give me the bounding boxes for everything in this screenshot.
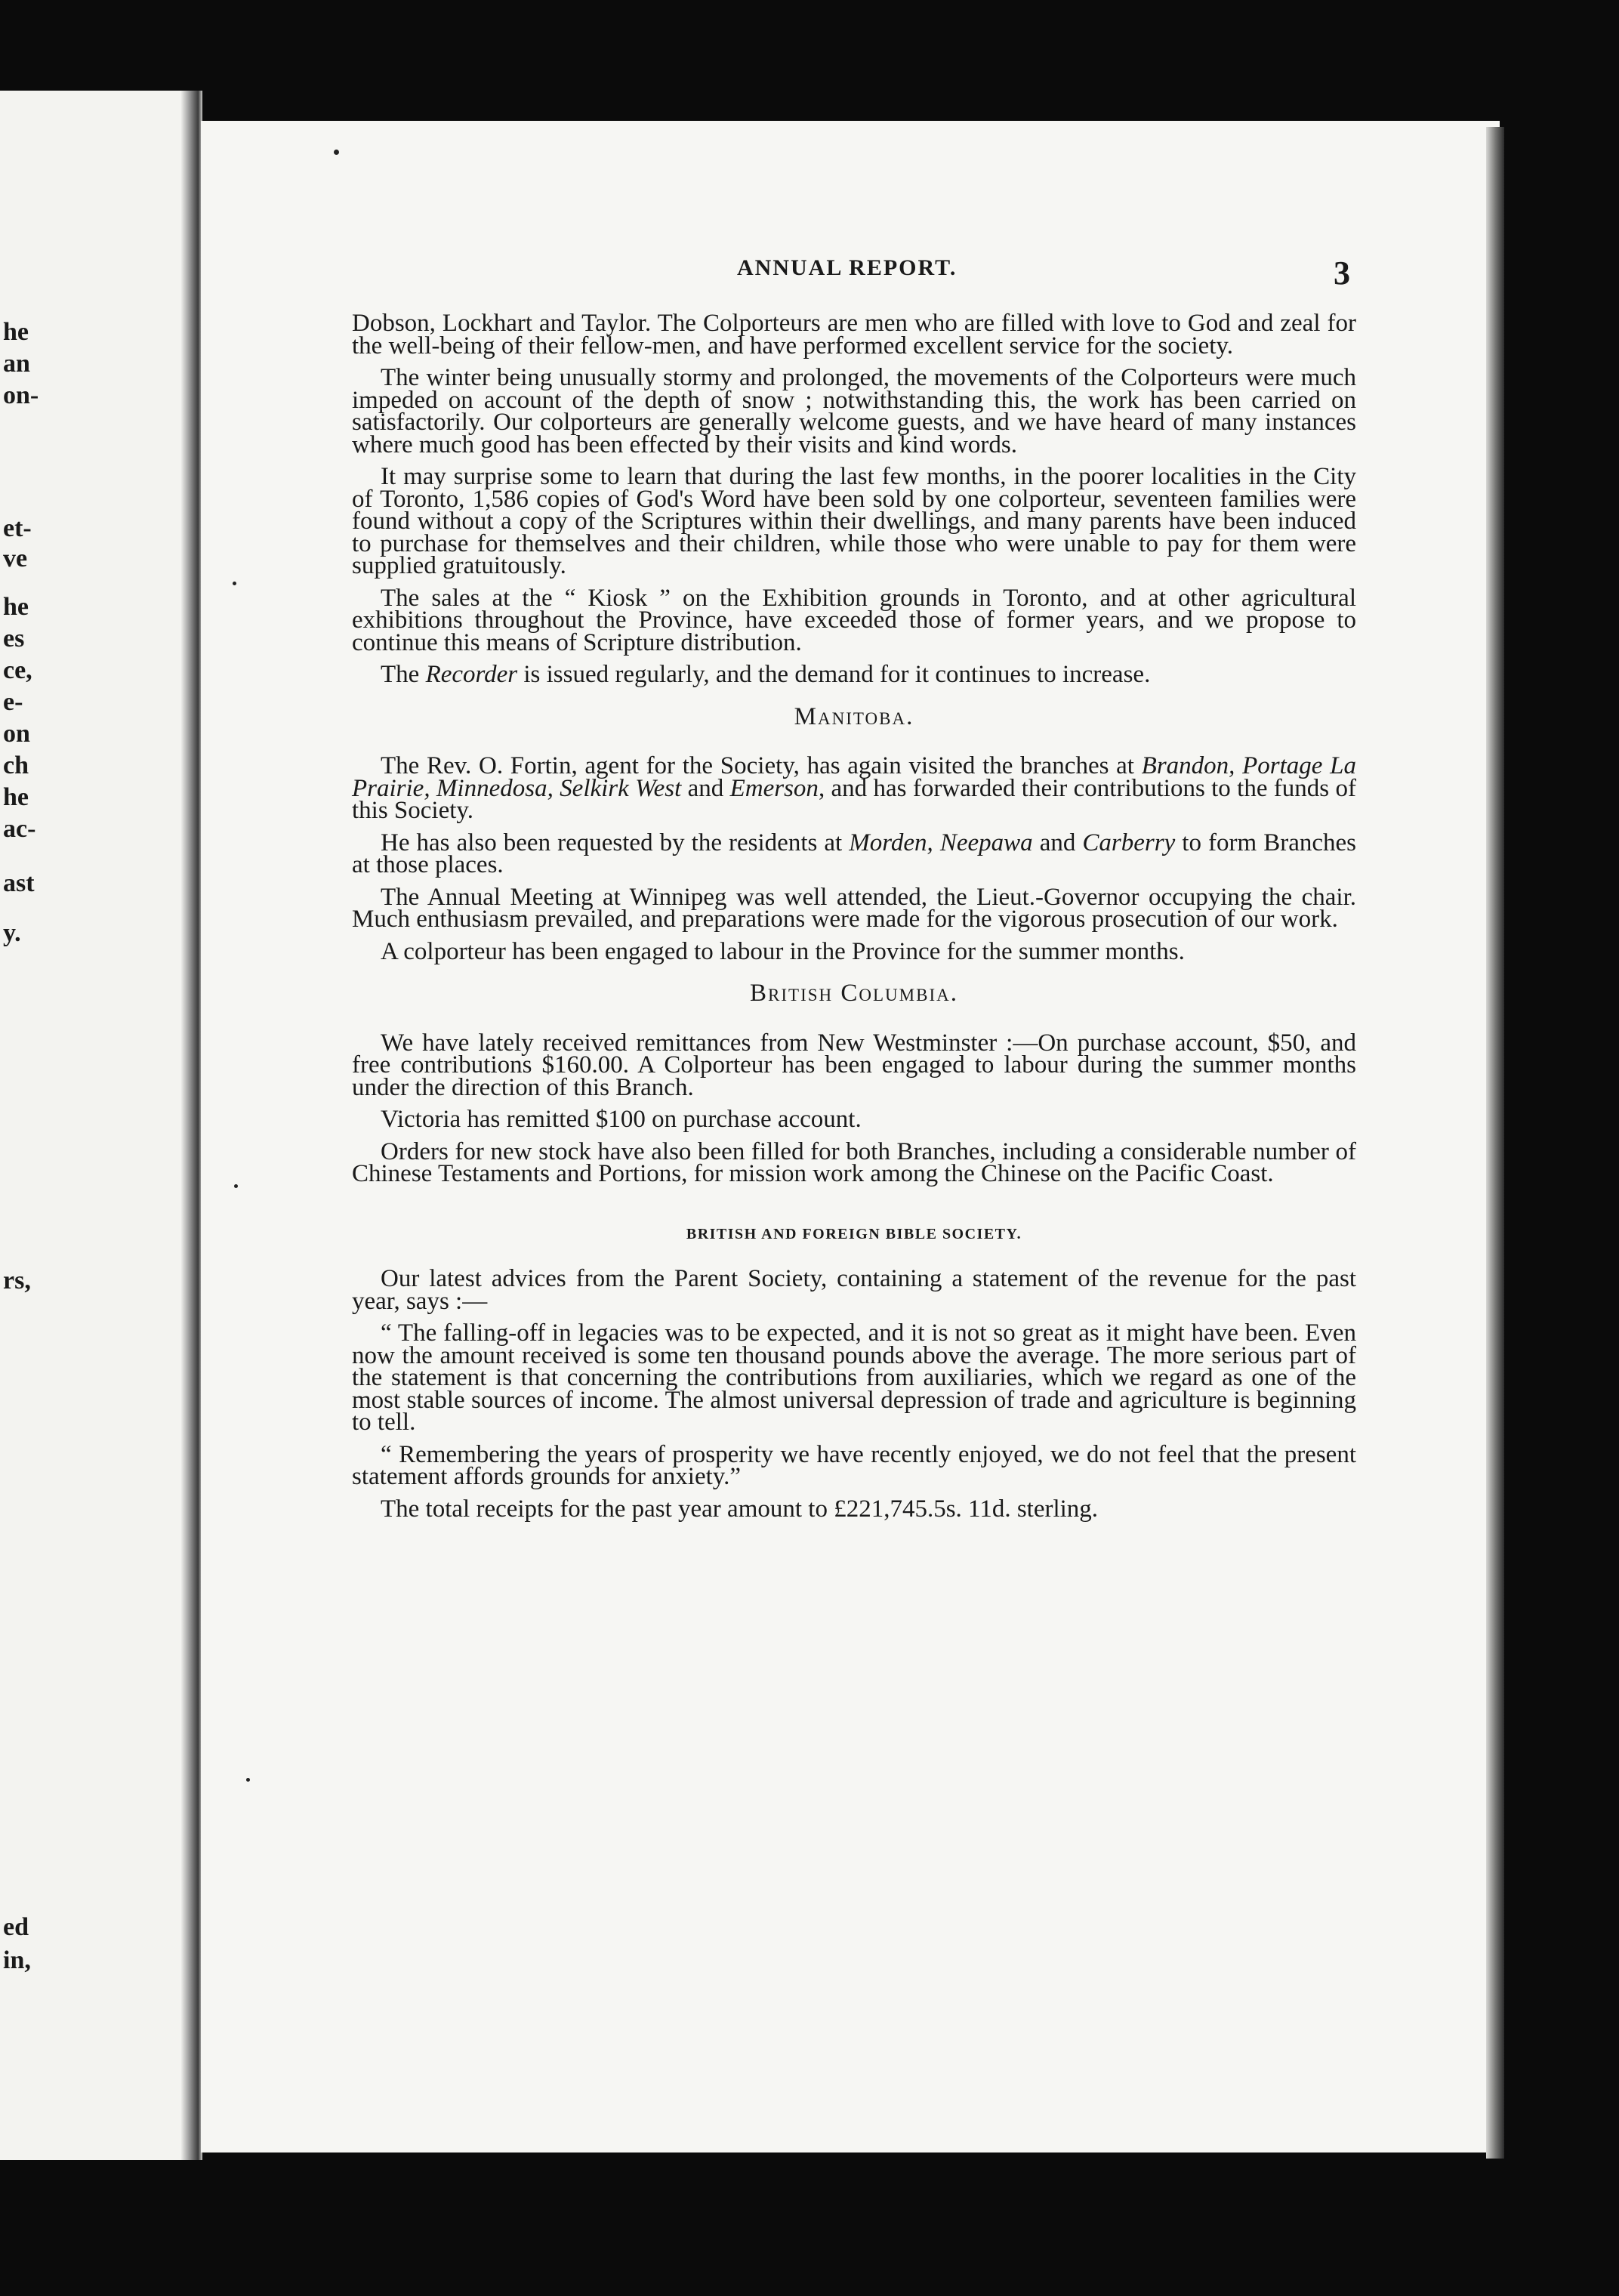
text-run: The xyxy=(381,661,426,688)
paragraph: “ Remembering the years of prosperity we have recently enjoyed, we do not feel that the present statement affords grounds for anxiety.” xyxy=(352,1440,1356,1490)
text-run: is issued regularly, and the demand for it continues to increase. xyxy=(517,661,1151,688)
paragraph xyxy=(352,752,1357,824)
paragraph: The sales at the “ Kiosk ” on the Exhibition grounds in Toronto, and at other agricultural exhibitions throughout the Province, have exceeded those of former years, and we propose to continue this means of Scripture distribution. xyxy=(352,584,1356,656)
section-heading-bfbs: BRITISH AND FOREIGN BIBLE SOCIETY. xyxy=(686,1225,1022,1242)
paragraph: The winter being unusually stormy and prolonged, the movements of the Colporteurs were much impeded on account of the depth of snow ; notwithstanding this, the work has been carried on satisfactorily. Our colporteurs are generally welcome guests, and we have heard of many instances where much good has been effected by their visits and kind words. xyxy=(352,364,1356,458)
left-fragment: es xyxy=(3,625,25,653)
paragraph: Dobson, Lockhart and Taylor. The Colporteurs are men who are filled with love to God and zeal for the well-being of their fellow-men, and have performed excellent service for the society. xyxy=(352,310,1356,360)
paragraph: Orders for new stock have also been filled for both Branches, including a considerable number of Chinese Testaments and Portions, for mission work among the Chinese on the Pacific Coast. xyxy=(352,1137,1356,1187)
left-fragment: y. xyxy=(3,919,21,947)
left-fragment: he xyxy=(3,783,29,811)
paragraph: We have lately received remittances from New Westminster :—On purchase account, $50, and free contributions $160.00. A Colporteur has been engaged to labour during the summer months under the direction of this Branch. xyxy=(352,1029,1356,1101)
page-number: 3 xyxy=(1334,255,1350,292)
paragraph: A colporteur has been engaged to labour in the Province for the summer months. xyxy=(381,937,1185,965)
left-fragment: ch xyxy=(3,751,29,779)
place-names: Brandon, Portage La Prairie, Minnedosa, Selkirk West xyxy=(352,752,1357,802)
text-run: He has also been requested by the residents at xyxy=(381,829,850,856)
print-speck xyxy=(233,582,236,585)
left-fragment: he xyxy=(3,593,29,621)
text-run: and xyxy=(1032,829,1083,856)
page-edge-shadow xyxy=(1486,127,1504,2159)
section-heading-manitoba: Manitoba. xyxy=(794,702,914,730)
print-speck xyxy=(246,1778,250,1782)
left-fragment: rs, xyxy=(3,1267,31,1295)
place-name: Emerson xyxy=(729,774,819,802)
left-fragment: an xyxy=(3,350,30,378)
left-fragment: ce, xyxy=(3,656,32,684)
place-names: Morden, Neepawa xyxy=(849,829,1033,856)
section-heading-british-columbia: British Columbia. xyxy=(750,980,958,1007)
left-fragment: ve xyxy=(3,545,28,572)
left-fragment: e- xyxy=(3,688,23,716)
left-fragment: ed xyxy=(3,1913,29,1941)
page-body xyxy=(352,310,1357,1530)
paragraph: The total receipts for the past year amount to £221,745.5s. 11d. sterling. xyxy=(381,1495,1099,1523)
book-gutter xyxy=(181,91,202,2160)
left-fragment: on xyxy=(3,720,30,748)
paragraph xyxy=(352,661,1356,688)
paragraph: “ The falling-off in legacies was to be expected, and it is not so great as it might have been. Even now the amount received is some ten thousand pounds above the average. The more serious part of the statement is that concerning the contributions from auxiliaries, which we regard as one of the most stable sources of income. The almost universal depression of trade and agriculture is beginning to tell. xyxy=(352,1319,1356,1436)
left-fragment: ast xyxy=(3,869,35,897)
print-speck xyxy=(334,150,339,155)
running-header: ANNUAL REPORT. xyxy=(737,255,958,280)
left-page-edge xyxy=(0,91,198,2160)
paragraph: Our latest advices from the Parent Society, containing a statement of the revenue for the past year, says :— xyxy=(352,1265,1356,1315)
text-run: The Rev. O. Fortin, agent for the Society, has again visited the branches at xyxy=(381,752,1142,779)
left-fragment: he xyxy=(3,318,29,346)
paragraph: Victoria has remitted $100 on purchase account. xyxy=(381,1106,862,1133)
italic-title: Recorder xyxy=(425,661,518,688)
paragraph xyxy=(352,829,1356,878)
text-run: and xyxy=(681,774,730,802)
left-fragment: et- xyxy=(3,514,32,542)
left-fragment: in, xyxy=(3,1946,31,1974)
place-name: Carberry xyxy=(1082,829,1176,856)
left-fragment: ac- xyxy=(3,815,36,843)
print-speck xyxy=(234,1184,238,1188)
text-run: to form Branches at those places. xyxy=(352,829,1356,878)
paragraph: The Annual Meeting at Winnipeg was well attended, the Lieut.-Governor occupying the chair. Much enthusiasm prevailed, and preparations were made for the vigorous prosecution of our work. xyxy=(352,883,1356,933)
text-run: , and has forwarded their contributions to the funds of this Society. xyxy=(352,774,1356,824)
paragraph: It may surprise some to learn that during the last few months, in the poorer localities in the City of Toronto, 1,586 copies of God's Word have been sold by one colporteur, seventeen families were found without a copy of the Scriptures within their dwellings, and many parents have been induced to purchase for themselves and their children, while those who were unable to pay for them were supplied gratuitously. xyxy=(352,463,1356,579)
left-fragment: on- xyxy=(3,381,39,409)
